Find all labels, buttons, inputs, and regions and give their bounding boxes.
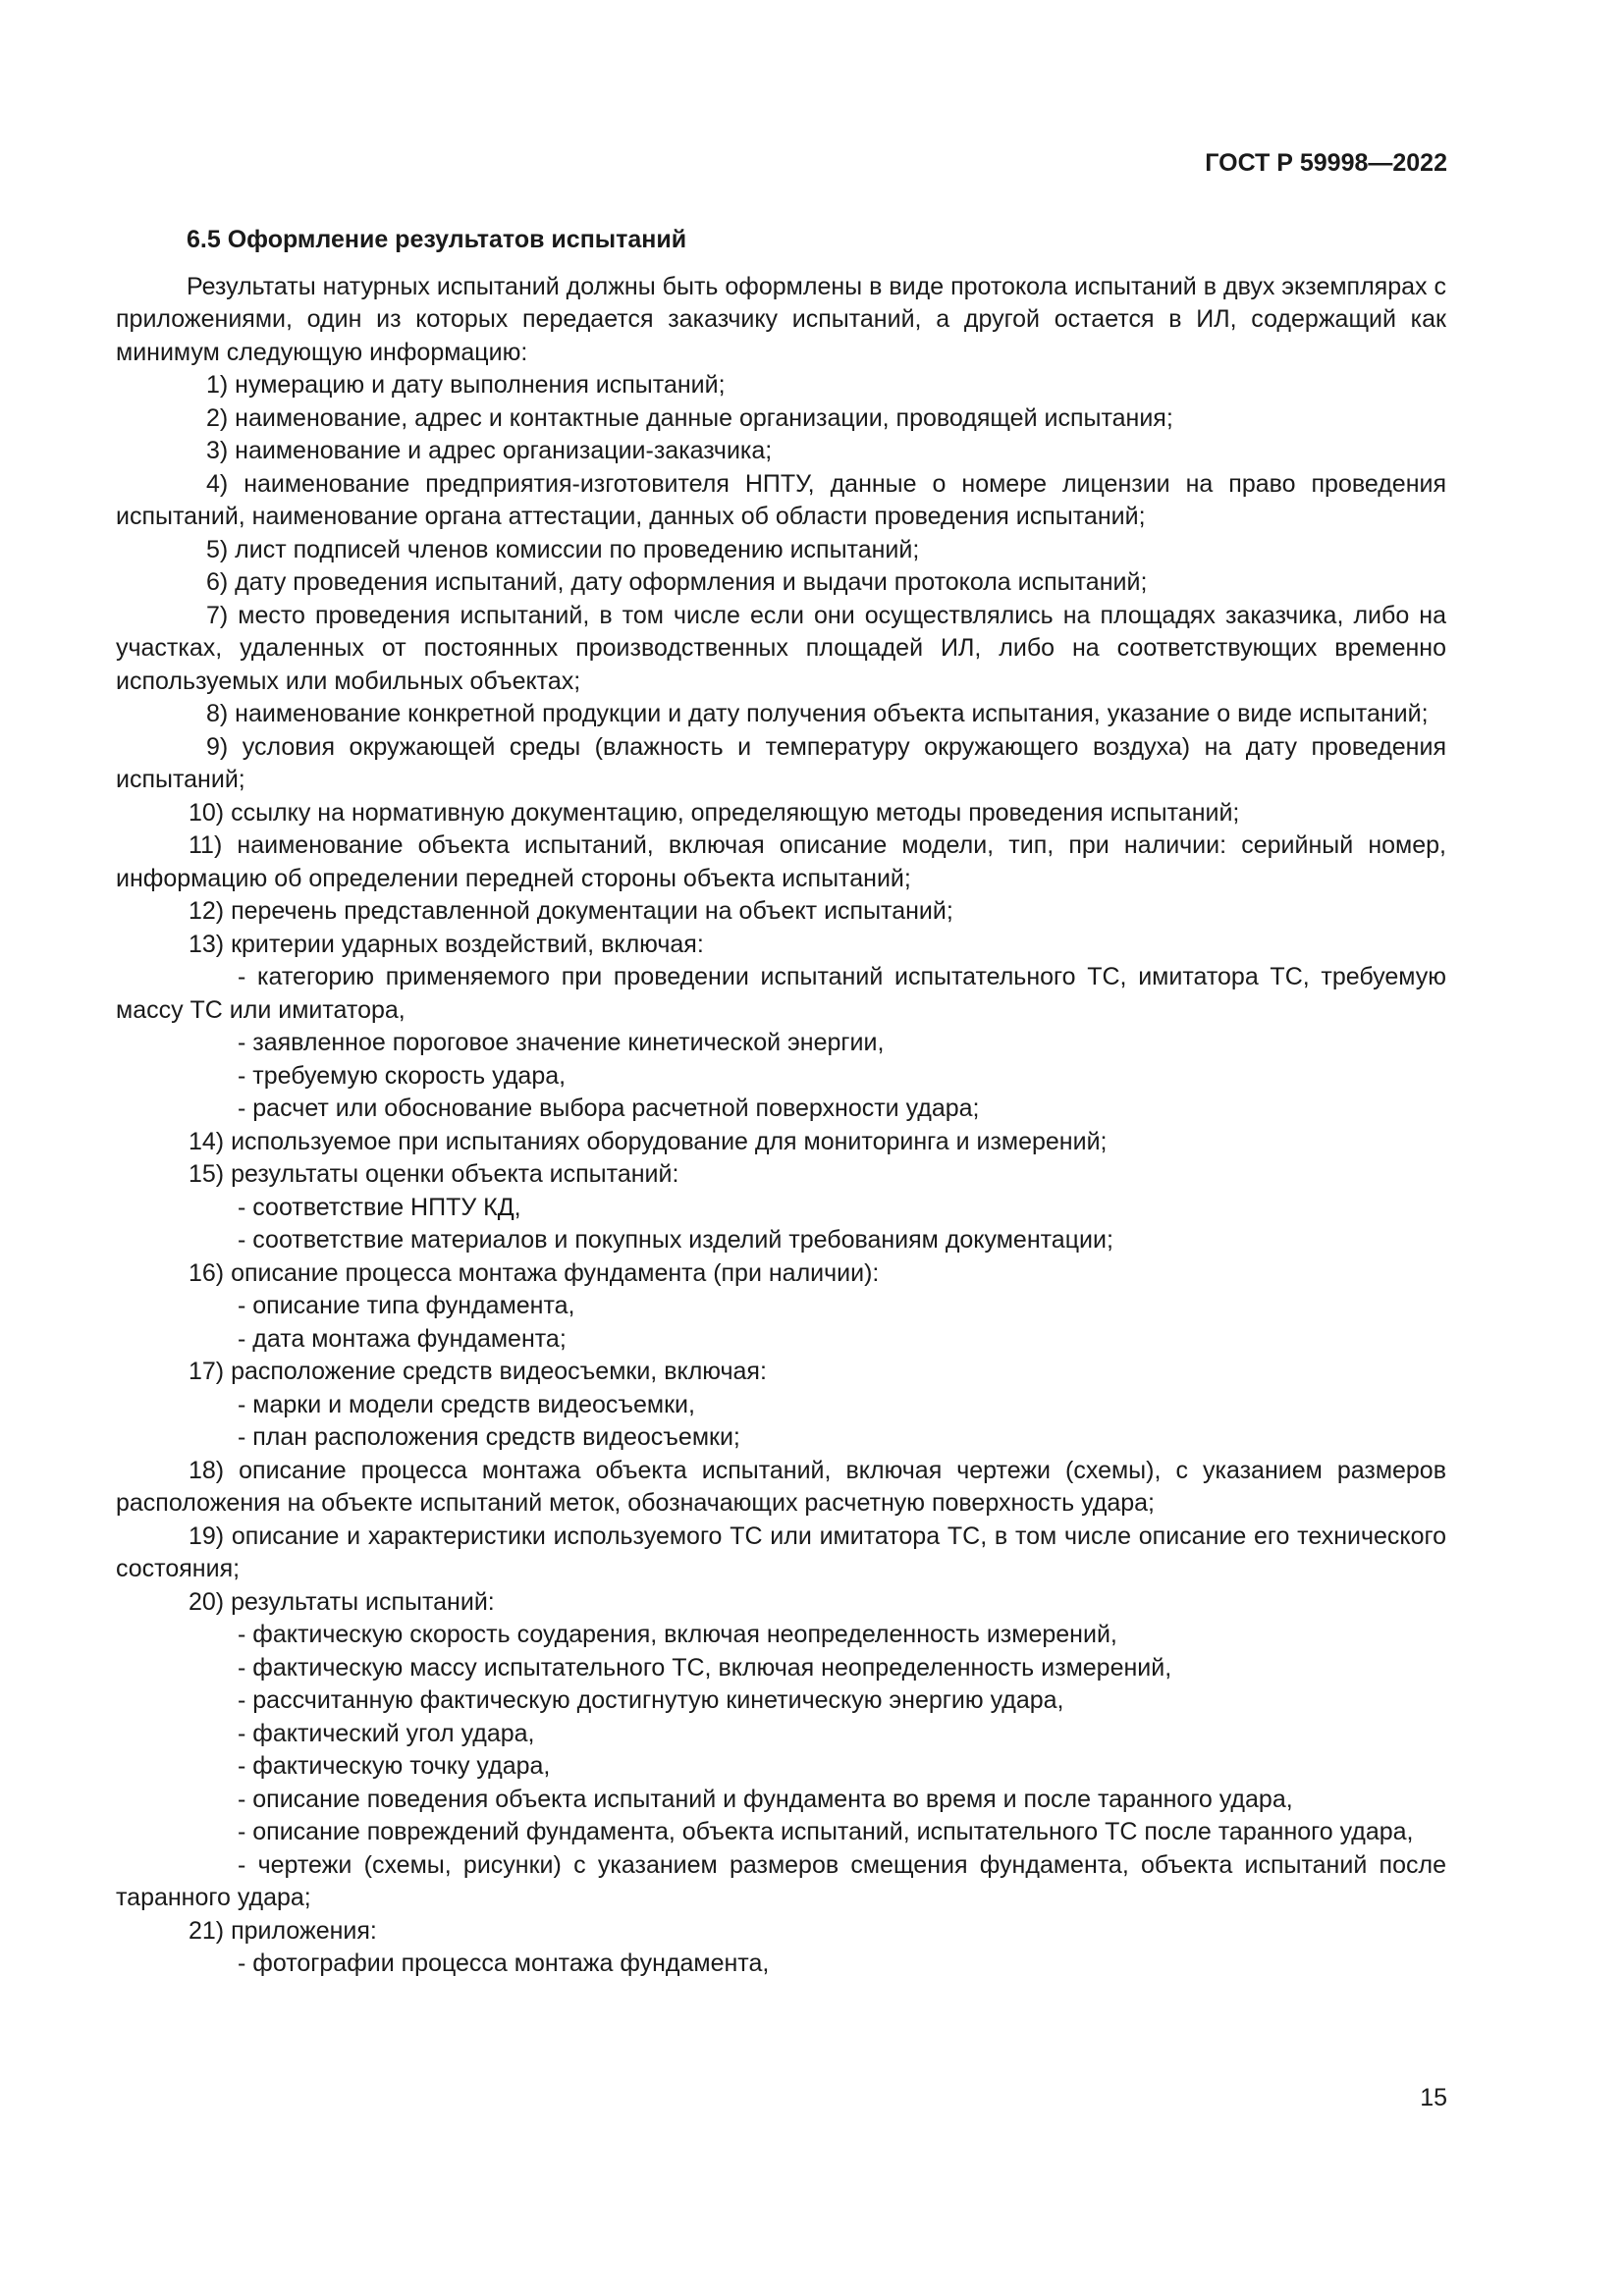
intro-paragraph: Результаты натурных испытаний должны быть оформлены в виде протокола испытаний в двух экземплярах с приложениями, один из которых передается заказчику испытаний, а другой остается в ИЛ, содержащий как минимум следующую информацию: xyxy=(116,272,1446,366)
list-subitem: - фактический угол удара, xyxy=(238,1719,535,1747)
page-number: 15 xyxy=(1420,2084,1447,2111)
list-item: 18) описание процесса монтажа объекта испытаний, включая чертежи (схемы), с указанием размеров расположения на объекте испытаний меток, обозначающих расчетную поверхность удара; xyxy=(116,1456,1446,1517)
list-item: 17) расположение средств видеосъемки, включая: xyxy=(189,1358,767,1385)
list-subitem: - марки и модели средств видеосъемки, xyxy=(238,1390,695,1418)
list-subitem: - требуемую скорость удара, xyxy=(238,1061,567,1090)
list-subitem: - описание повреждений фундамента, объекта испытаний, испытательного ТС после таранного удара, xyxy=(238,1818,1414,1845)
list-subitem: - рассчитанную фактическую достигнутую кинетическую энергию удара, xyxy=(238,1686,1064,1714)
list-item: 20) результаты испытаний: xyxy=(189,1587,495,1616)
list-subitem: - описание типа фундамента, xyxy=(238,1292,575,1319)
list-subitem: - фактическую точку удара, xyxy=(238,1752,551,1780)
list-item: 6) дату проведения испытаний, дату оформления и выдачи протокола испытаний; xyxy=(206,568,1148,596)
list-subitem: - соответствие материалов и покупных изделий требованиям документации; xyxy=(238,1226,1113,1254)
section-title: 6.5 Оформление результатов испытаний xyxy=(187,226,687,253)
list-item: 3) наименование и адрес организации-заказчика; xyxy=(206,437,773,464)
list-item: 9) условия окружающей среды (влажность и температуру окружающего воздуха) на дату проведения испытаний; xyxy=(116,732,1446,793)
list-item: 16) описание процесса монтажа фундамента (при наличии): xyxy=(189,1258,880,1287)
list-subitem: - чертежи (схемы, рисунки) с указанием размеров смещения фундамента, объекта испытаний после таранного удара; xyxy=(116,1850,1446,1911)
list-item: 7) место проведения испытаний, в том числе если они осуществлялись на площадях заказчика, либо на участках, удаленных от постоянных производственных площадей ИЛ, либо на соответствующих временно используемых или мобильных объектах; xyxy=(116,601,1446,695)
list-subitem: - заявленное пороговое значение кинетической энергии, xyxy=(238,1029,885,1056)
list-subitem: - фактическую скорость соударения, включая неопределенность измерений, xyxy=(238,1621,1117,1648)
list-item: 8) наименование конкретной продукции и дату получения объекта испытания, указание о виде испытаний; xyxy=(206,700,1429,727)
list-subitem: - расчет или обоснование выбора расчетной поверхности удара; xyxy=(238,1095,980,1122)
list-subitem: - фотографии процесса монтажа фундамента, xyxy=(238,1949,770,1977)
list-subitem: - категорию применяемого при проведении испытаний испытательного ТС, имитатора ТС, требуемую массу ТС или имитатора, xyxy=(116,963,1446,1024)
list-item: 13) критерии ударных воздействий, включая: xyxy=(189,930,704,958)
list-subitem: - фактическую массу испытательного ТС, включая неопределенность измерений, xyxy=(238,1653,1172,1682)
document-code: ГОСТ Р 59998—2022 xyxy=(1205,149,1447,177)
list-item: 21) приложения: xyxy=(189,1916,377,1945)
section-content xyxy=(116,224,1446,1981)
list-item: 1) нумерацию и дату выполнения испытаний; xyxy=(206,371,726,399)
list-item: 10) ссылку на нормативную документацию, определяющую методы проведения испытаний; xyxy=(189,798,1240,827)
list-item: 11) наименование объекта испытаний, включая описание модели, тип, при наличии: серийный номер, информацию об определении передней стороны объекта испытаний; xyxy=(116,831,1446,892)
list-item: 4) наименование предприятия-изготовителя НПТУ, данные о номере лицензии на право проведения испытаний, наименование органа аттестации, данных об области проведения испытаний; xyxy=(116,469,1446,530)
list-subitem: - описание поведения объекта испытаний и фундамента во время и после таранного удара, xyxy=(238,1785,1293,1813)
list-item: 5) лист подписей членов комиссии по проведению испытаний; xyxy=(206,535,920,563)
list-item: 2) наименование, адрес и контактные данные организации, проводящей испытания; xyxy=(206,403,1173,432)
list-subitem: - план расположения средств видеосъемки; xyxy=(238,1423,740,1451)
list-subitem: - дата монтажа фундамента; xyxy=(238,1324,567,1353)
list-subitem: - соответствие НПТУ КД, xyxy=(238,1193,521,1221)
list-item: 15) результаты оценки объекта испытаний: xyxy=(189,1160,679,1188)
paragraph-list xyxy=(116,271,1446,1981)
list-item: 14) используемое при испытаниях оборудование для мониторинга и измерений; xyxy=(189,1127,1108,1155)
list-item: 19) описание и характеристики используемого ТС или имитатора ТС, в том числе описание его технического состояния; xyxy=(116,1522,1446,1582)
list-item: 12) перечень представленной документации на объект испытаний; xyxy=(189,897,953,925)
